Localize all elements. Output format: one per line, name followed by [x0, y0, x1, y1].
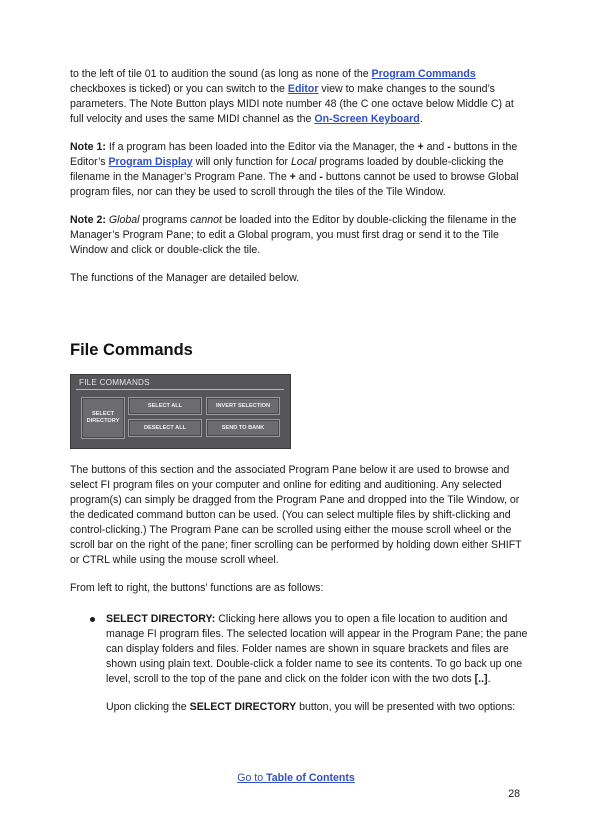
panel-title: FILE COMMANDS	[79, 378, 150, 387]
invert-selection-button[interactable]: INVERT SELECTION	[206, 397, 280, 415]
intro-paragraph: to the left of tile 01 to audition the sound (as long as none of the Program Commands checkboxes is ticked) or you can switch to the Editor view to make changes to the sound’s parameters. The Note Button plays MIDI note number 48 (the C one octave below Middle C) at full velocity and uses the same MIDI channel as the On-Screen Keyboard.	[70, 68, 514, 125]
select-directory-button[interactable]: SELECT DIRECTORY	[81, 397, 125, 439]
select-directory-description: SELECT DIRECTORY: Clicking here allows you to open a file location to audition and manage FI program files. The selected location will appear in the Program Pane; the pane can display folders and files. Folder names are shown in square brackets and files are shown using plain text. Double-click a folder name to see its contents. To go back up one level, scroll to the top of the pane and click on the folder icon with the two dots [..].	[106, 613, 528, 685]
editor-link[interactable]: Editor	[287, 83, 319, 95]
note-1-label: Note 1:	[70, 141, 106, 153]
select-directory-options-paragraph: Upon clicking the SELECT DIRECTORY button, you will be presented with two options:	[106, 701, 516, 713]
note-1-paragraph: Note 1: If a program has been loaded into the Editor via the Manager, the + and - buttons in the Editor’s Program Display will only function for Local programs loaded by double-clicking the filename in the Manager’s Program Pane. The + and - buttons cannot be used to browse Global program files, nor can they be used to scroll through the tiles of the Tile Window.	[70, 141, 519, 198]
on-screen-keyboard-link[interactable]: On-Screen Keyboard	[314, 113, 420, 125]
footer-toc-link-line	[0, 771, 592, 786]
body-content	[70, 463, 528, 609]
file-commands-panel-image	[70, 374, 291, 449]
send-to-bank-button[interactable]: SEND TO BANK	[206, 419, 280, 437]
table-of-contents-link[interactable]: Table of Contents	[266, 772, 355, 784]
functions-paragraph: The functions of the Manager are detailed below.	[70, 272, 300, 284]
note-2-label: Note 2:	[70, 214, 106, 226]
list-item	[70, 612, 528, 715]
select-all-button[interactable]: SELECT ALL	[128, 397, 202, 415]
program-commands-link[interactable]: Program Commands	[371, 68, 476, 80]
section-heading-wrap	[70, 340, 193, 360]
page-content	[70, 67, 528, 299]
left-to-right-paragraph: From left to right, the buttons’ functions are as follows:	[70, 582, 324, 594]
deselect-all-button[interactable]: DESELECT ALL	[128, 419, 202, 437]
buttons-description-paragraph: The buttons of this section and the associated Program Pane below it are used to browse and select FI program files on your computer and online for editing and auditioning. Any selected program(s) can simply be dragged from the Program Pane and dropped into the Tile Window, or the dedicated command button can be used. (You can select multiple files by shift-clicking and control-clicking.) The Program Pane can be scrolled using either the mouse scroll wheel or the scroll bar on the right of the pane; finer scrolling can be performed by holding down either SHIFT or CTRL while using the mouse scroll wheel.	[70, 464, 522, 566]
program-display-link[interactable]: Program Display	[108, 156, 193, 168]
page-number: 28	[508, 788, 520, 800]
section-title: File Commands	[70, 341, 193, 359]
note-2-paragraph: Note 2: Global programs cannot be loaded into the Editor by double-clicking the filename in the Manager’s Program Pane; to edit a Global program, you must first drag or send it to the Tile Window and click or double-click the tile.	[70, 214, 517, 256]
bullet-icon	[90, 617, 95, 622]
go-to-link[interactable]: Go to	[237, 772, 267, 784]
panel-divider	[76, 389, 284, 390]
bullet-list	[70, 612, 528, 715]
